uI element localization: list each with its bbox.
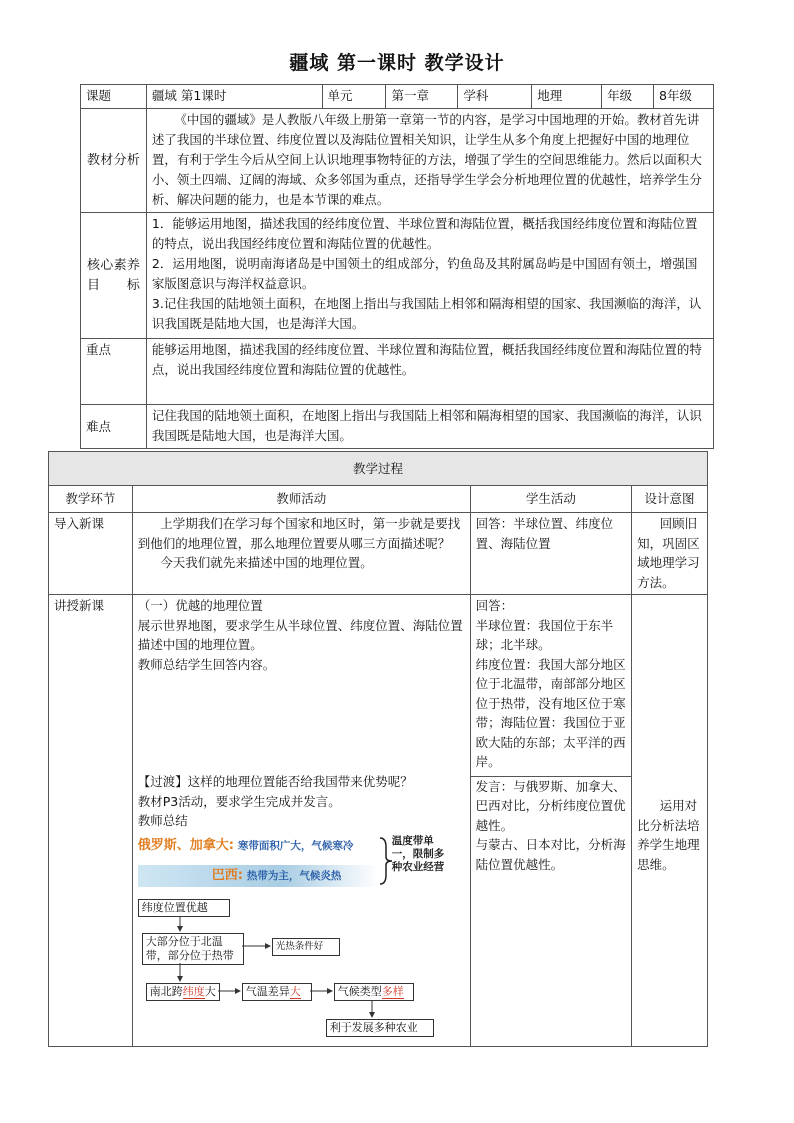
lecture-teacher-line: 教材P3活动，要求学生完成并发言。 (137, 793, 341, 809)
brazil-label: 巴西: (211, 867, 243, 883)
unit-label: 单元 (322, 85, 386, 109)
grade-value: 8年级 (654, 85, 714, 109)
topic-label: 课题 (81, 85, 147, 109)
topic-value: 疆域 第1课时 (146, 85, 322, 109)
lecture-teacher-line: 展示世界地图，要求学生从半球位置、纬度位置、海陆位置描述中国的地理位置。 (137, 617, 463, 652)
teaching-process-table (48, 451, 708, 1047)
page-title: 疆域 第一课时 教学设计 (289, 52, 505, 74)
box-mostly-temperate: 大部分位于北温带，部分位于热带 (142, 933, 244, 965)
analysis-text: 《中国的疆域》是人教版八年级上册第一章第一节的内容，是学习中国地理的开始。教材首先讲述了我国的半球位置、纬度位置以及海陆位置相关知识，让学生从多个角度上把握好中国的地理位置，有利于学生今后从空间上认识地理事物特征的方法，增强了学生的空间思维能力。然后以面积大小、领土四端、辽阔的海域、众多邻国为重点，还指导学生学会分析地理位置的优越性，培养学生分析、解决问题的能力，也是本节课的难点。 (146, 109, 713, 213)
col-student: 学生活动 (470, 486, 631, 513)
lecture-student-line: 回答： (475, 598, 514, 613)
box-lat-span: 南北跨纬度大 (146, 983, 220, 1001)
unit-value: 第一章 (386, 85, 458, 109)
grade-label: 年级 (602, 85, 654, 109)
subject-label: 学科 (458, 85, 532, 109)
lecture-student (470, 595, 631, 1047)
lecture-stage: 讲授新课 (49, 595, 133, 1047)
goals-label: 核心素养目标 (81, 213, 147, 339)
lecture-student-line: 半球位置：我国位于东半球；北半球。 (475, 617, 614, 652)
intro-teacher-line: 今天我们就先来描述中国的地理位置。 (160, 555, 373, 570)
intro-stage: 导入新课 (49, 513, 133, 595)
lecture-intent-text: 运用对比分析法培养学生地理思维。 (637, 798, 700, 872)
col-stage: 教学环节 (49, 486, 133, 513)
col-teacher: 教师活动 (132, 486, 470, 513)
box-temp-diff: 气温差异大 (242, 983, 312, 1001)
lecture-intent (632, 595, 708, 1047)
lecture-teacher-line: 教师总结 (137, 813, 188, 828)
goals-list (146, 213, 713, 339)
intro-teacher-line: 上学期我们在学习每个国家和地区时，第一步就是要找到他们的地理位置，那么地理位置要从哪三方面描述呢？ (137, 516, 461, 551)
latitude-advantage-diagram (138, 835, 458, 1045)
russia-canada-label: 俄罗斯、加拿大: (137, 837, 234, 853)
goal-item: 2．运用地图，说明南海诸岛是中国领土的组成部分，钓鱼岛及其附属岛屿是中国固有领土，增强国家版图意识与海洋权益意识。 (151, 256, 698, 291)
lecture-teacher (132, 595, 470, 1047)
intro-student: 回答：半球位置、纬度位置、海陆位置 (470, 513, 631, 595)
lecture-teacher-line: 教师总结学生回答内容。 (137, 656, 276, 672)
difficulty-label: 难点 (81, 405, 147, 449)
box-latitude-advantage: 纬度位置优越 (138, 899, 230, 917)
lecture-teacher-line: （一）优越的地理位置 (137, 598, 263, 613)
box-climate-types: 气候类型多样 (334, 983, 414, 1001)
process-header: 教学过程 (49, 452, 708, 486)
intro-intent: 回顾旧知，巩固区域地理学习方法。 (632, 513, 708, 595)
key-text: 能够运用地图，描述我国的经纬度位置、半球位置和海陆位置，概括我国经纬度位置和海陆位置的特点，说出我国经纬度位置和海陆位置的优越性。 (146, 339, 713, 405)
col-intent: 设计意图 (632, 486, 708, 513)
box-light-heat: 光热条件好 (272, 938, 340, 956)
key-label: 重点 (81, 339, 147, 405)
intro-teacher (132, 513, 470, 595)
russia-canada-text: 寒带面积广大，气候寒冷 (237, 839, 354, 852)
brace-note: 温度带单一，限制多种农业经营 (391, 834, 445, 873)
lecture-teacher-line: 【过渡】这样的地理位置能否给我国带来优势呢？ (137, 774, 413, 789)
goal-item: 3.记住我国的陆地领土面积，在地图上指出与我国陆上相邻和隔海相望的国家、我国濒临的海洋，认识我国既是陆地大国，也是海洋大国。 (151, 296, 702, 331)
analysis-label: 教材分析 (81, 109, 147, 213)
brazil-text: 热带为主，气候炎热 (246, 869, 342, 882)
subject-value: 地理 (532, 85, 602, 109)
lecture-student-line: 与蒙古、日本对比，分析海陆位置优越性。 (475, 837, 626, 872)
lecture-student-line: 发言：与俄罗斯、加拿大、巴西对比，分析纬度位置优越性。 (475, 778, 626, 833)
lecture-student-line: 纬度位置：我国大部分地区位于北温带，南部部分地区位于热带，没有地区位于寒带；海陆位置：我国位于亚欧大陆的东部；太平洋的西岸。 (475, 656, 626, 769)
lesson-info-table (80, 84, 714, 449)
difficulty-text: 记住我国的陆地领土面积，在地图上指出与我国陆上相邻和隔海相望的国家、我国濒临的海洋，认识我国既是陆地大国，也是海洋大国。 (146, 405, 713, 449)
flow-arrows (138, 835, 458, 1045)
box-agriculture: 利于发展多种农业 (326, 1019, 434, 1037)
goal-item: 1．能够运用地图，描述我国的经纬度位置、半球位置和海陆位置，概括我国经纬度位置和海陆位置的特点，说出我国经纬度位置和海陆位置的优越性。 (151, 216, 698, 251)
